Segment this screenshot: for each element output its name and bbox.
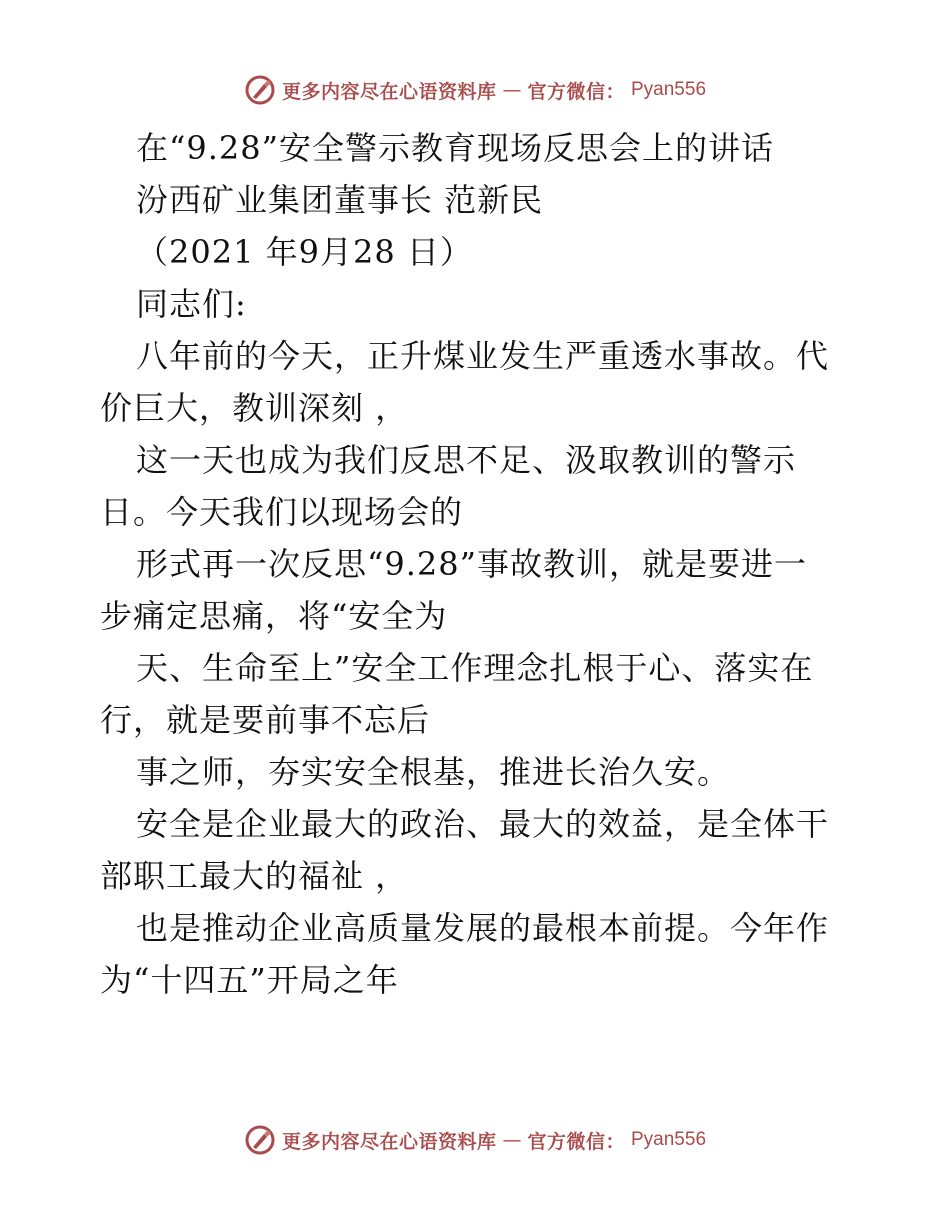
watermark-banner-bottom [0,1120,950,1160]
watermark-text: 更多内容尽在心语资料库 [281,80,497,103]
watermark-id: Pyan556 [631,79,707,100]
paragraph-line: 天、生命至上”安全工作理念扎根于心、落实在 [136,649,814,687]
paragraph-line: 行，就是要前事不忘后 [100,701,431,739]
paragraph-line: 这一天也成为我们反思不足、汲取教训的警示 [136,441,797,479]
watermark-separator: — [502,1129,522,1151]
paragraph-line: 事之师，夯实安全根基，推进长治久安。 [136,753,731,791]
paragraph-line: 也是推动企业高质量发展的最根本前提。今年作 [136,909,830,947]
watermark-contact: 官方微信： [527,80,625,103]
paragraph-line: 价巨大，教训深刻 ， [100,389,409,427]
paragraph-line: 日。今天我们以现场会的 [100,493,464,531]
watermark-id: Pyan556 [631,1129,707,1150]
watermark-separator: — [502,79,522,101]
document-body [100,122,852,1006]
paragraph-line: 为“十四五”开局之年 [100,961,399,999]
paragraph-line: 八年前的今天，正升煤业发生严重透水事故。代 [136,337,830,375]
paragraph-line: 部职工最大的福祉 ， [100,857,409,895]
paragraph-line: 安全是企业最大的政治、最大的效益，是全体干 [136,805,830,843]
document-salutation: 同志们: [136,285,247,323]
watermark-contact: 官方微信： [527,1130,625,1153]
pen-circle-logo-icon [244,74,276,106]
document-author: 汾西矿业集团董事长 范新民 [136,181,544,219]
paragraph-line: 形式再一次反思“9.28”事故教训，就是要进一 [136,545,807,583]
watermark-banner-top [0,70,950,110]
watermark-text: 更多内容尽在心语资料库 [281,1130,497,1153]
document-title: 在“9.28”安全警示教育现场反思会上的讲话 [136,129,774,167]
paragraph-line: 步痛定思痛，将“安全为 [100,597,448,635]
document-date: （2021 年9月28 日） [136,233,473,271]
pen-circle-logo-icon [244,1124,276,1156]
